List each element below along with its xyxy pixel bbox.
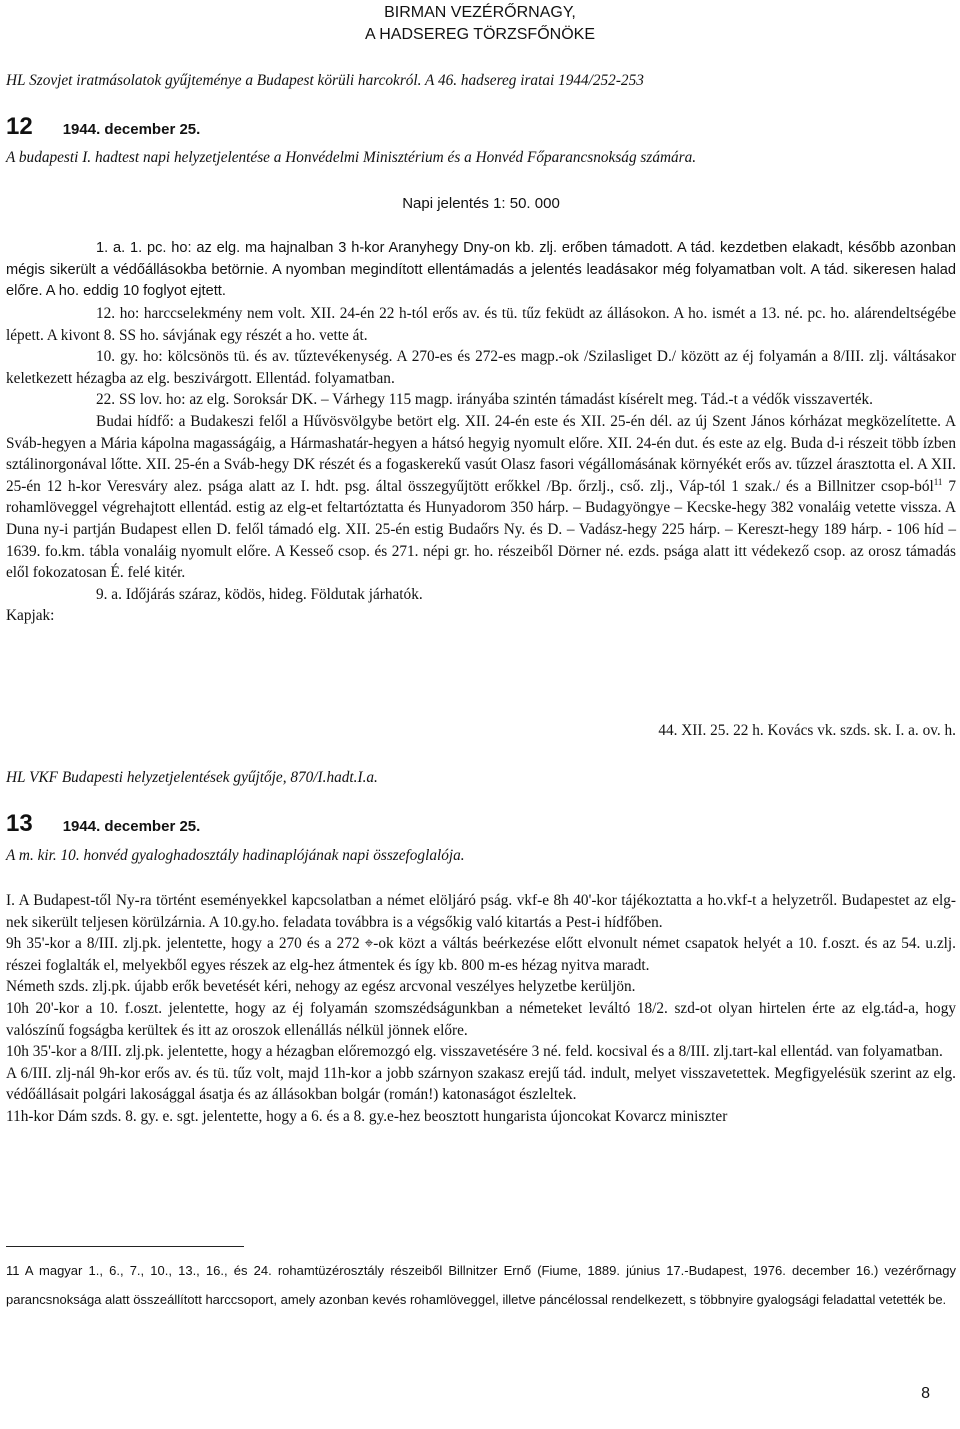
doc12-paragraph-6: 9. a. Időjárás száraz, ködös, hideg. Földutak járhatók. [96,585,423,603]
doc13-paragraph-5: 10h 35'-kor a 8/III. zlj.pk. jelentette, hogy a hézagban előremozgó elg. visszavetésére 3 né. feld. kocsival és a 8/III. zlj.tart-kal ellentád. van folyamatban. [6,1043,943,1061]
doc13-paragraph-3: Németh szds. zlj.pk. újabb erők bevetését kéri, nehogy az egész arcvonal veszélyes helyzetbe kerüljön. [6,978,636,996]
header-line-1: BIRMAN VEZÉRŐRNAGY, [384,4,576,21]
doc12-paragraph-5b: 7 rohamlöveggel végrehajtott ellentád. estig az elg-et feltartóztatta és Hunyadorom 350 hárp. – Budagyöngye – Kecske-hegy 382 vonaláig vetette vissza. A Duna ny-i partján Budapest ellen D. felől támadó elg. XII. 25-én estig Budaőrs Ny. és D. – Vadász-hegy 225 hárp. – Kereszt-hegy 189 hárp. - 106 híd – 1639. fo.km. tábla vonaláig nyomult előre. A Kesseő csop. és 271. népi gr. ho. részeiből Dörner né. ezds. psága alatt itt védekező csop. az orosz támadás elől fokozatosan É. felé kitér. [6,477,956,582]
doc12-signature: 44. XII. 25. 22 h. Kovács vk. szds. sk. I. a. ov. h. [658,722,956,739]
header-line-2: A HADSEREG TÖRZSFŐNÖKE [365,26,595,43]
doc13-body [6,890,956,1128]
doc13-paragraph-2: 9h 35'-kor a 8/III. zlj.pk. jelentette, hogy a 270 és a 272 ⌖-ok közt a váltás beérkezése előtt elvonult német csapatok helyét a 10. f.oszt. és az 54. u.zlj. részei foglalták el, melyekből egyes részek az elg-hez átmentek és így kb. 800 m-es hézag nyitva maradt. [6,935,956,974]
page-number: 8 [921,1385,930,1402]
doc13-date: 1944. december 25. [62,818,201,835]
doc13-paragraph-6: A 6/III. zlj-nál 9h-kor erős av. és tü. tűz volt, majd 11h-kor a jobb szárnyon szakasz erejű tád. indult, melyet visszavetettek. Megfigyelésük szerint az elg. védőállásait polgári lakosággal ásatja és az állásokban bolgár (román!) katonaságot észleltek. [6,1064,956,1104]
doc12-paragraph-3: 10. gy. ho: kölcsönös tü. és av. tűztevékenység. A 270-es és 272-es magp.-ok /Szilasliget D./ között az éj folyamán a 8/III. zlj. váltásakor keletkezett hézagba az elg. beszivárgott. Ellentád. folyamatban. [6,348,956,387]
doc12-paragraph-5 [6,411,956,584]
doc12-date: 1944. december 25. [62,121,201,138]
doc13-paragraph-7: 11h-kor Dám szds. 8. gy. e. sgt. jelentette, hogy a 6. és a 8. gy.e-hez beosztott hungarista újoncokat Kovarcz miniszter [6,1107,728,1125]
doc12-paragraph-2: 12. ho: harccselekmény nem volt. XII. 24-én 22 h-tól erős av. és tü. tűz feküdt az állásokon. A ho. ismét a 13. né. pc. ho. alárendeltségébe lépett. A kivont 8. SS ho. sávjának egy részét a ho. vette át. [6,305,956,344]
footnote-divider [6,1246,244,1247]
page-header [0,2,960,46]
source-citation-1: HL Szovjet iratmásolatok gyűjteménye a Budapest körüli harcokról. A 46. hadsereg iratai 1944/252-253 [6,72,644,89]
doc12-paragraph-5a: Budai hídfő: a Budakeszi felől a Hűvösvölgybe betört elg. XII. 24-én este és XII. 25-én dél. az új Szent János kórházat megközelítette. A Sváb-hegyen a Mária kápolna magasságáig, a Hármashatár-hegyen a hátsó hegyig nyomult előre. XII. 24-én dut. és este az elg. Buda d-i részeit több ízben sztálinorgonával lőtte. XII. 25-én a Sváb-hegy DK részét és a fogaskerekű vasút Olasz fasori végállomásának környékét erős av. tűzzel árasztotta el. A XII. 25-én 12 h-kor Veresváry alez. psága alatt az I. hdt. psg. által összegyűjtött erőkkel /Bp. őrzlj., cső. zlj., Váp-tól 1 szak./ és a Billnitzer csop-ból [6,412,956,495]
source-citation-2: HL VKF Budapesti helyzetjelentések gyűjtője, 870/I.hadt.I.a. [6,769,378,786]
doc13-paragraph-1: I. A Budapest-től Ny-ra történt eseményekkel kapcsolatban a német elöljáró pság. vkf-e 8h 40'-kor tájékoztatta a ho.vkf-t a helyzetről. Budapestet az elg-nek sikerült teljesen körülzárnia. A 10.gy.ho. feladata továbbra is a végsőkig való kitartás a Pest-i hídfőben. [6,892,956,931]
doc12-body [6,303,956,627]
doc13-heading [6,810,956,838]
doc12-heading [6,113,956,141]
doc12-paragraph-4: 22. SS lov. ho: az elg. Soroksár DK. – Várhegy 115 magp. irányába szintén támadást kísérelt meg. Tád.-t a védők visszaverték. [96,391,873,409]
footnote: 11 A magyar 1., 6., 7., 10., 13., 16., és 24. rohamtüzérosztály részeiből Billnitzer Ernő (Fiume, 1889. június 17.-Budapest, 1976. december 16.) vezérőrnagy parancsnoksága alatt összeállított harccsoport, amely azonban kevés rohamlöveggel, illetve páncélossal rendelkezett, s többnyire gyalogsági feladattal vetették be. [6,1263,956,1307]
doc13-paragraph-4: 10h 20'-kor a 10. f.oszt. jelentette, hogy az éj folyamán szomszédságunkban a németeket leváltó 18/2. szd-ot olyan hirtelen érte az elg.tád-a, hogy valószínű fogságba kerültek és itt az oroszok ellenállás nélkül jönnek előre. [6,999,956,1039]
footnote-reference: 11 [933,476,943,487]
doc12-report-title: Napi jelentés 1: 50. 000 [402,195,560,212]
doc13-subtitle: A m. kir. 10. honvéd gyaloghadosztály hadinaplójának napi összefoglalója. [6,847,465,864]
doc12-kapjak: Kapjak: [6,607,55,625]
doc12-number: 12 [6,113,33,140]
doc13-number: 13 [6,810,33,837]
doc12-subtitle: A budapesti I. hadtest napi helyzetjelentése a Honvédelmi Minisztérium és a Honvéd Főparancsnokság számára. [6,149,697,166]
doc12-paragraph-1: 1. a. 1. pc. ho: az elg. ma hajnalban 3 h-kor Aranyhegy Dny-on kb. zlj. erőben támadott. A tád. kezdetben elakadt, később azonban mégis sikerült a védőállásokba betörnie. A nyomban megindított ellentámadás a jelentés leadásakor még folyamatban volt. A tád. sikeresen halad előre. A ho. eddig 10 foglyot ejtett. [6,240,956,300]
